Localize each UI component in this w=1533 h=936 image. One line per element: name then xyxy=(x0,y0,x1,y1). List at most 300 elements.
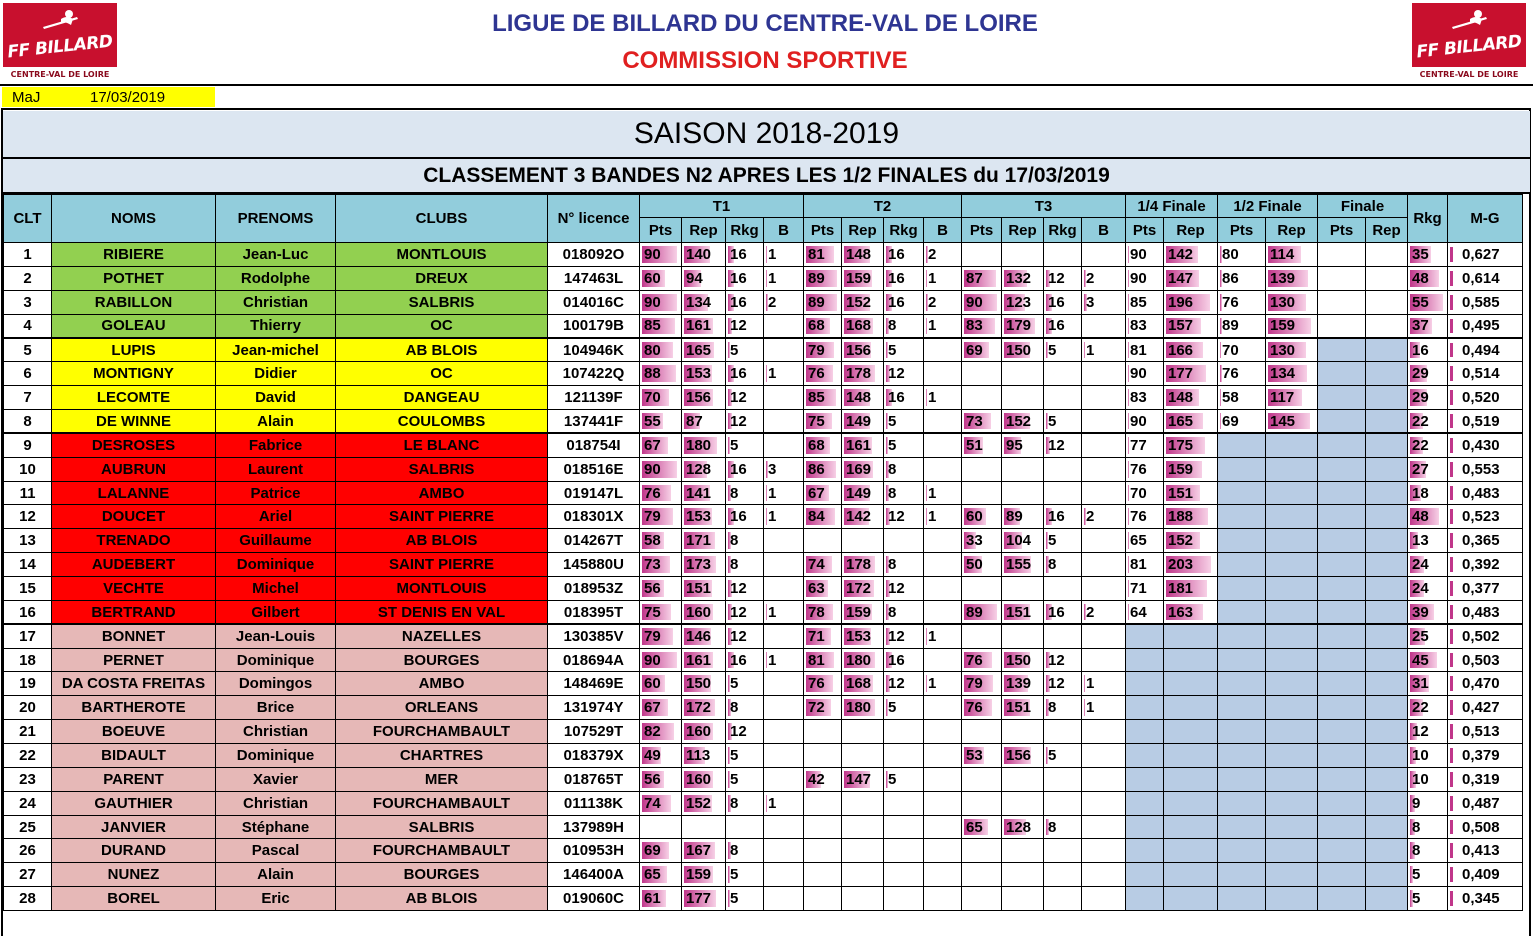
mg-cell xyxy=(1448,243,1523,267)
score-value: 159 xyxy=(846,269,872,287)
score-cell xyxy=(1408,672,1448,696)
logo-sub-text: CENTRE-VAL DE LOIRE xyxy=(10,70,110,79)
score-cell xyxy=(1164,433,1218,457)
score-value: 12 xyxy=(730,723,747,741)
score-value: 180 xyxy=(846,651,872,669)
score-value: 13 xyxy=(1412,532,1429,550)
score-cell xyxy=(1318,410,1366,434)
score-cell xyxy=(1082,577,1126,601)
score-cell xyxy=(1318,553,1366,577)
score-value: 167 xyxy=(686,842,712,860)
score-value: 117 xyxy=(1270,389,1295,407)
score-value: 148 xyxy=(846,389,872,407)
score-cell xyxy=(842,887,884,911)
table-row xyxy=(4,410,1523,434)
score-cell xyxy=(640,290,682,314)
score-cell xyxy=(1002,553,1044,577)
data-bar xyxy=(1450,700,1453,715)
data-bar xyxy=(1450,843,1453,858)
mg-cell xyxy=(1448,600,1523,624)
score-cell xyxy=(1408,696,1448,720)
mg-value: 0,502 xyxy=(1462,627,1500,645)
score-value: 16 xyxy=(888,293,905,311)
score-value: 178 xyxy=(846,365,872,383)
score-cell xyxy=(924,815,962,839)
name-cell: GAUTHIER xyxy=(52,791,216,815)
firstname-cell: Patrice xyxy=(216,481,336,505)
table-row xyxy=(4,863,1523,887)
score-cell xyxy=(804,672,842,696)
score-value: 48 xyxy=(1412,269,1429,287)
score-cell xyxy=(924,314,962,338)
score-cell xyxy=(842,266,884,290)
score-value: 5 xyxy=(730,341,739,359)
subcol-pts: Pts xyxy=(640,218,682,243)
score-cell xyxy=(962,362,1002,386)
score-value: 42 xyxy=(808,770,825,788)
score-cell xyxy=(726,362,764,386)
score-cell xyxy=(764,744,804,768)
clt-cell: 12 xyxy=(4,505,52,529)
firstname-cell: Gilbert xyxy=(216,600,336,624)
club-cell: AMBO xyxy=(336,481,548,505)
firstname-cell: David xyxy=(216,386,336,410)
firstname-cell: Fabrice xyxy=(216,433,336,457)
score-value: 173 xyxy=(686,556,712,574)
score-cell xyxy=(1126,624,1164,648)
score-cell xyxy=(1408,815,1448,839)
score-cell xyxy=(1126,791,1164,815)
score-cell xyxy=(1408,648,1448,672)
data-bar xyxy=(766,365,767,382)
score-cell xyxy=(842,243,884,267)
score-cell xyxy=(1218,410,1266,434)
clt-cell: 26 xyxy=(4,839,52,863)
score-cell xyxy=(764,433,804,457)
col-clubs: CLUBS xyxy=(336,195,548,243)
score-value: 5 xyxy=(1048,341,1057,359)
score-cell xyxy=(962,863,1002,887)
score-cell xyxy=(640,887,682,911)
score-cell xyxy=(924,553,962,577)
data-bar xyxy=(1450,796,1453,811)
clt-cell: 2 xyxy=(4,266,52,290)
mg-cell xyxy=(1448,529,1523,553)
mg-value: 0,413 xyxy=(1462,842,1500,860)
score-cell xyxy=(682,600,726,624)
score-value: 2 xyxy=(928,293,937,311)
data-bar xyxy=(1450,390,1453,405)
score-cell xyxy=(962,648,1002,672)
score-value: 1 xyxy=(928,317,937,335)
score-cell xyxy=(1002,243,1044,267)
score-cell xyxy=(1126,744,1164,768)
score-value: 5 xyxy=(730,746,739,764)
score-cell xyxy=(1082,433,1126,457)
score-cell xyxy=(1164,481,1218,505)
score-value: 1 xyxy=(928,508,937,526)
score-cell xyxy=(764,815,804,839)
firstname-cell: Jean-michel xyxy=(216,338,336,362)
mg-value: 0,409 xyxy=(1462,866,1500,884)
score-cell xyxy=(1318,624,1366,648)
table-row xyxy=(4,744,1523,768)
score-cell xyxy=(726,577,764,601)
score-value: 16 xyxy=(888,245,905,263)
club-cell: BOURGES xyxy=(336,863,548,887)
score-cell xyxy=(1164,839,1218,863)
name-cell: PARENT xyxy=(52,767,216,791)
score-cell xyxy=(1126,410,1164,434)
score-cell xyxy=(1044,624,1082,648)
score-cell xyxy=(1164,767,1218,791)
score-value: 33 xyxy=(966,532,983,550)
score-cell xyxy=(682,433,726,457)
mg-cell xyxy=(1448,863,1523,887)
score-cell xyxy=(1318,433,1366,457)
score-cell xyxy=(1366,648,1408,672)
score-cell xyxy=(1318,672,1366,696)
score-cell xyxy=(764,791,804,815)
name-cell: DESROSES xyxy=(52,433,216,457)
table-row xyxy=(4,266,1523,290)
score-cell xyxy=(1266,863,1318,887)
mg-value: 0,483 xyxy=(1462,484,1500,502)
score-cell xyxy=(1318,481,1366,505)
score-cell xyxy=(726,529,764,553)
score-cell xyxy=(804,839,842,863)
score-cell xyxy=(842,505,884,529)
mg-cell xyxy=(1448,505,1523,529)
score-value: 76 xyxy=(966,699,983,717)
score-value: 152 xyxy=(686,794,712,812)
score-cell xyxy=(1366,600,1408,624)
score-value: 16 xyxy=(1048,508,1065,526)
score-cell xyxy=(1366,266,1408,290)
licence-cell: 018765T xyxy=(548,767,640,791)
mg-cell xyxy=(1448,720,1523,744)
score-cell xyxy=(764,767,804,791)
score-cell xyxy=(682,648,726,672)
score-cell xyxy=(640,672,682,696)
data-bar xyxy=(1450,438,1453,452)
score-cell xyxy=(1082,410,1126,434)
club-cell: SALBRIS xyxy=(336,290,548,314)
table-row xyxy=(4,696,1523,720)
score-cell xyxy=(962,290,1002,314)
billiard-player-icon xyxy=(41,9,81,33)
score-value: 48 xyxy=(1412,508,1429,526)
data-bar xyxy=(1450,605,1453,619)
score-cell xyxy=(804,266,842,290)
score-value: 156 xyxy=(686,389,712,407)
score-cell xyxy=(1044,815,1082,839)
table-row xyxy=(4,672,1523,696)
score-value: 58 xyxy=(1222,389,1239,407)
score-value: 85 xyxy=(644,317,661,335)
score-value: 86 xyxy=(808,460,825,478)
commission-subtitle: COMMISSION SPORTIVE xyxy=(622,47,908,74)
score-cell xyxy=(682,791,726,815)
subcol-rkg_sub: Rkg xyxy=(884,218,924,243)
firstname-cell: Christian xyxy=(216,720,336,744)
club-cell: SAINT PIERRE xyxy=(336,505,548,529)
score-cell xyxy=(1002,362,1044,386)
score-value: 56 xyxy=(644,579,661,597)
score-value: 73 xyxy=(644,556,661,574)
clt-cell: 23 xyxy=(4,767,52,791)
clt-cell: 15 xyxy=(4,577,52,601)
score-value: 60 xyxy=(966,508,983,526)
score-cell xyxy=(1044,505,1082,529)
score-cell xyxy=(764,386,804,410)
score-value: 1 xyxy=(1086,675,1095,693)
col-mg: M-G xyxy=(1448,195,1523,243)
name-cell: DURAND xyxy=(52,839,216,863)
data-bar xyxy=(1450,533,1453,548)
score-cell xyxy=(1126,815,1164,839)
score-value: 2 xyxy=(1086,508,1095,526)
col-clt: CLT xyxy=(4,195,52,243)
score-cell xyxy=(842,863,884,887)
score-value: 8 xyxy=(730,842,739,860)
club-cell: COULOMBS xyxy=(336,410,548,434)
score-cell xyxy=(842,767,884,791)
score-value: 8 xyxy=(1412,818,1421,836)
score-value: 79 xyxy=(808,341,825,359)
score-value: 35 xyxy=(1412,245,1429,263)
firstname-cell: Eric xyxy=(216,887,336,911)
score-cell xyxy=(764,553,804,577)
score-cell xyxy=(804,290,842,314)
club-cell: MER xyxy=(336,767,548,791)
score-value: 69 xyxy=(644,842,661,860)
score-cell xyxy=(1408,505,1448,529)
score-cell xyxy=(640,314,682,338)
table-row xyxy=(4,720,1523,744)
mg-value: 0,470 xyxy=(1462,675,1500,693)
score-value: 90 xyxy=(644,651,661,669)
score-value: 5 xyxy=(730,890,739,908)
score-value: 79 xyxy=(644,627,661,645)
score-cell xyxy=(804,433,842,457)
score-cell xyxy=(1218,672,1266,696)
score-value: 71 xyxy=(1130,579,1147,597)
score-value: 95 xyxy=(1006,437,1023,455)
licence-cell: 018301X xyxy=(548,505,640,529)
score-cell xyxy=(962,314,1002,338)
score-cell xyxy=(1082,290,1126,314)
score-value: 12 xyxy=(888,627,905,645)
score-value: 8 xyxy=(888,317,897,335)
score-value: 1 xyxy=(768,651,777,669)
clt-cell: 25 xyxy=(4,815,52,839)
score-cell xyxy=(1002,887,1044,911)
mg-value: 0,483 xyxy=(1462,603,1500,621)
score-cell xyxy=(1002,600,1044,624)
score-cell xyxy=(884,863,924,887)
firstname-cell: Dominique xyxy=(216,744,336,768)
score-value: 153 xyxy=(846,627,872,645)
score-cell xyxy=(1126,266,1164,290)
score-value: 90 xyxy=(644,460,661,478)
score-cell xyxy=(1408,290,1448,314)
licence-cell: 148469E xyxy=(548,672,640,696)
table-row xyxy=(4,791,1523,815)
score-cell xyxy=(1366,577,1408,601)
licence-cell: 107529T xyxy=(548,720,640,744)
score-cell xyxy=(1218,624,1266,648)
score-value: 65 xyxy=(644,866,661,884)
score-value: 5 xyxy=(888,437,897,455)
score-value: 179 xyxy=(1006,317,1032,335)
data-bar xyxy=(1450,820,1453,835)
score-cell xyxy=(1366,457,1408,481)
score-cell xyxy=(726,624,764,648)
data-bar xyxy=(1450,557,1453,572)
score-cell xyxy=(1366,672,1408,696)
club-cell: MONTLOUIS xyxy=(336,243,548,267)
score-cell xyxy=(924,791,962,815)
table-row xyxy=(4,815,1523,839)
score-cell xyxy=(682,553,726,577)
firstname-cell: Jean-Louis xyxy=(216,624,336,648)
firstname-cell: Brice xyxy=(216,696,336,720)
score-value: 1 xyxy=(768,508,777,526)
score-cell xyxy=(1044,600,1082,624)
score-value: 18 xyxy=(1412,484,1429,502)
score-cell xyxy=(1218,791,1266,815)
score-value: 12 xyxy=(888,579,905,597)
licence-cell: 130385V xyxy=(548,624,640,648)
data-bar xyxy=(1450,629,1453,643)
score-value: 85 xyxy=(808,389,825,407)
score-value: 181 xyxy=(1168,579,1194,597)
score-cell xyxy=(640,648,682,672)
clt-cell: 27 xyxy=(4,863,52,887)
score-cell xyxy=(1366,481,1408,505)
score-value: 5 xyxy=(730,437,739,455)
score-cell xyxy=(1218,338,1266,362)
name-cell: LUPIS xyxy=(52,338,216,362)
score-cell xyxy=(1044,457,1082,481)
clt-cell: 14 xyxy=(4,553,52,577)
score-value: 63 xyxy=(808,579,825,597)
score-cell xyxy=(764,338,804,362)
score-cell xyxy=(962,767,1002,791)
score-value: 70 xyxy=(1130,484,1147,502)
score-value: 67 xyxy=(808,484,825,502)
score-cell xyxy=(1082,266,1126,290)
mg-value: 0,614 xyxy=(1462,269,1500,287)
club-cell: FOURCHAMBAULT xyxy=(336,791,548,815)
firstname-cell: Alain xyxy=(216,410,336,434)
score-cell xyxy=(1082,791,1126,815)
data-bar xyxy=(766,246,767,263)
club-cell: DREUX xyxy=(336,266,548,290)
score-value: 177 xyxy=(1168,365,1194,383)
score-cell xyxy=(640,505,682,529)
score-cell xyxy=(962,481,1002,505)
score-cell xyxy=(1126,386,1164,410)
score-cell xyxy=(1044,290,1082,314)
score-cell xyxy=(1002,457,1044,481)
score-cell xyxy=(1126,767,1164,791)
col-licence: N° licence xyxy=(548,195,640,243)
score-value: 151 xyxy=(1168,484,1194,502)
mg-value: 0,495 xyxy=(1462,317,1500,335)
score-cell xyxy=(924,863,962,887)
mg-value: 0,585 xyxy=(1462,293,1500,311)
score-cell xyxy=(1218,767,1266,791)
score-cell xyxy=(764,887,804,911)
clt-cell: 18 xyxy=(4,648,52,672)
score-cell xyxy=(924,529,962,553)
name-cell: LECOMTE xyxy=(52,386,216,410)
score-value: 86 xyxy=(1222,269,1239,287)
score-cell xyxy=(962,672,1002,696)
score-value: 53 xyxy=(966,746,983,764)
data-bar xyxy=(1450,891,1453,906)
score-cell xyxy=(962,696,1002,720)
score-value: 130 xyxy=(1270,341,1296,359)
data-bar xyxy=(766,604,767,620)
data-bar xyxy=(1450,295,1453,310)
data-bar xyxy=(1128,461,1129,478)
score-cell xyxy=(1266,266,1318,290)
score-cell xyxy=(1082,243,1126,267)
score-cell xyxy=(884,720,924,744)
col-noms: NOMS xyxy=(52,195,216,243)
score-cell xyxy=(842,529,884,553)
score-cell xyxy=(1002,767,1044,791)
score-value: 5 xyxy=(730,675,739,693)
name-cell: AUDEBERT xyxy=(52,553,216,577)
data-bar xyxy=(1450,724,1453,739)
score-cell xyxy=(842,362,884,386)
score-cell xyxy=(1266,243,1318,267)
score-cell xyxy=(1164,505,1218,529)
score-cell xyxy=(1266,410,1318,434)
mg-cell xyxy=(1448,744,1523,768)
score-value: 149 xyxy=(846,412,872,430)
score-value: 72 xyxy=(808,699,825,717)
score-cell xyxy=(1366,243,1408,267)
score-cell xyxy=(884,338,924,362)
score-cell xyxy=(1218,720,1266,744)
score-cell xyxy=(804,362,842,386)
subcol-pts: Pts xyxy=(1318,218,1366,243)
score-cell xyxy=(1002,577,1044,601)
score-cell xyxy=(640,577,682,601)
score-cell xyxy=(1218,457,1266,481)
score-value: 148 xyxy=(1168,389,1194,407)
score-cell xyxy=(1218,553,1266,577)
score-cell xyxy=(764,505,804,529)
score-value: 70 xyxy=(644,389,661,407)
data-bar xyxy=(766,270,767,287)
score-value: 1 xyxy=(768,269,777,287)
score-value: 160 xyxy=(686,770,712,788)
score-value: 64 xyxy=(1130,603,1147,621)
score-cell xyxy=(682,887,726,911)
mg-value: 0,508 xyxy=(1462,818,1500,836)
score-value: 8 xyxy=(730,532,739,550)
score-cell xyxy=(640,266,682,290)
score-value: 180 xyxy=(686,437,712,455)
score-cell xyxy=(1318,457,1366,481)
score-cell xyxy=(1318,362,1366,386)
